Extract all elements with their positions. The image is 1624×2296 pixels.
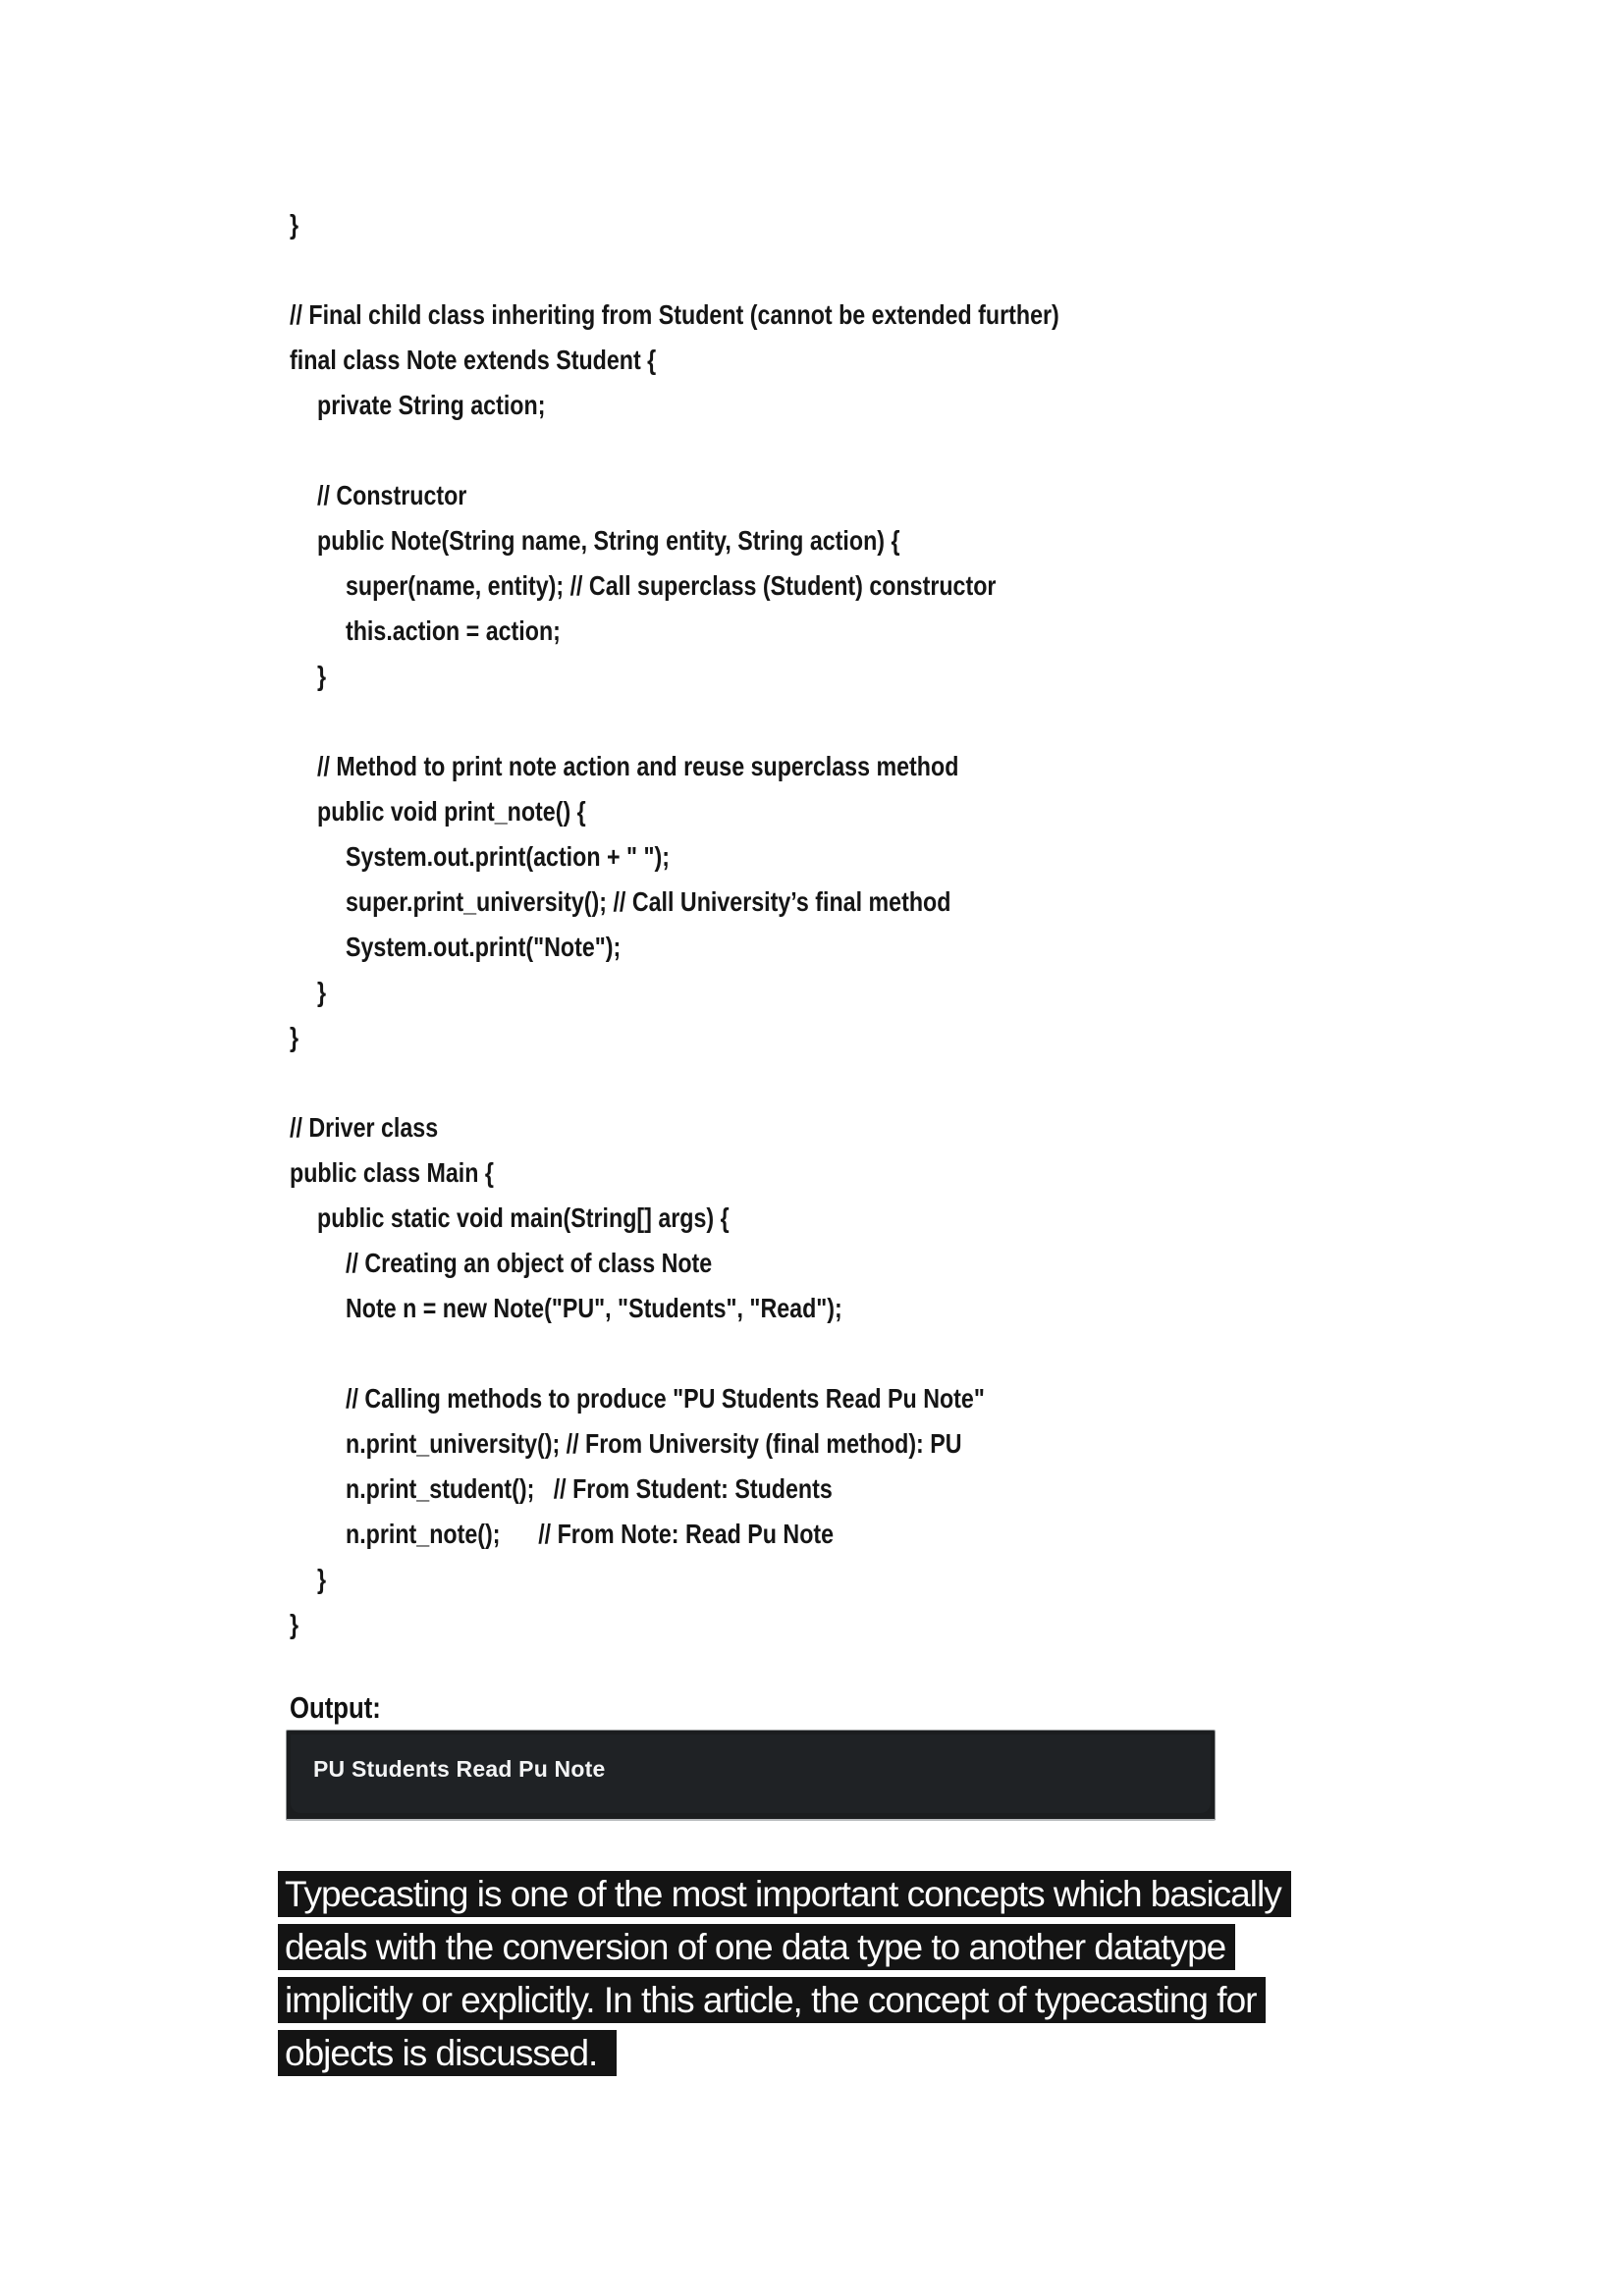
code-line bbox=[290, 1196, 1217, 1241]
java-code-block bbox=[290, 202, 1217, 1647]
code-line-text: n.print_university(); // From University (final method): PU bbox=[346, 1428, 962, 1459]
code-line-text: // Calling methods to produce "PU Students Read Pu Note" bbox=[346, 1383, 985, 1414]
code-line bbox=[290, 293, 1217, 338]
code-line bbox=[290, 1150, 1217, 1196]
code-line bbox=[290, 1467, 1217, 1512]
code-line-text: public Note(String name, String entity, String action) { bbox=[317, 525, 900, 556]
code-line bbox=[290, 789, 1217, 834]
code-line bbox=[290, 834, 1217, 880]
code-line bbox=[290, 563, 1217, 609]
code-line-text: n.print_note(); // From Note: Read Pu Note bbox=[346, 1519, 835, 1549]
code-line bbox=[290, 383, 1217, 428]
highlighted-text: deals with the conversion of one data type to another datatype bbox=[278, 1924, 1235, 1970]
code-line-text: System.out.print(action + " "); bbox=[346, 841, 670, 872]
code-line-text: super(name, entity); // Call superclass (Student) constructor bbox=[346, 570, 997, 601]
code-line bbox=[290, 1421, 1217, 1467]
code-line bbox=[290, 1060, 1217, 1105]
code-line-text: } bbox=[290, 1022, 299, 1052]
code-line bbox=[290, 1512, 1217, 1557]
code-line bbox=[290, 1286, 1217, 1331]
highlighted-text-line bbox=[278, 1924, 1291, 1970]
code-line bbox=[290, 1105, 1217, 1150]
code-line bbox=[290, 880, 1217, 925]
code-line-text: // Final child class inheriting from Student (cannot be extended further) bbox=[290, 299, 1059, 330]
code-line bbox=[290, 202, 1217, 247]
code-line-text: Note n = new Note("PU", "Students", "Read"); bbox=[346, 1293, 842, 1323]
code-line bbox=[290, 247, 1217, 293]
code-line-text: // Creating an object of class Note bbox=[346, 1248, 713, 1278]
code-line-text: public void print_note() { bbox=[317, 796, 586, 827]
code-line bbox=[290, 609, 1217, 654]
code-line-text: } bbox=[317, 661, 327, 691]
highlighted-text-line bbox=[278, 2030, 1291, 2076]
code-line bbox=[290, 1557, 1217, 1602]
code-line bbox=[290, 744, 1217, 789]
console-output-box bbox=[286, 1730, 1216, 1821]
code-line-text: n.print_student(); // From Student: Students bbox=[346, 1473, 833, 1504]
code-line-text: System.out.print("Note"); bbox=[346, 932, 622, 962]
console-output-text: PU Students Read Pu Note bbox=[313, 1756, 606, 1782]
typecasting-highlighted-paragraph bbox=[278, 1871, 1291, 2083]
code-line bbox=[290, 1602, 1217, 1647]
code-line-text: // Method to print note action and reuse superclass method bbox=[317, 751, 959, 781]
output-label bbox=[290, 1689, 400, 1727]
highlighted-text: implicitly or explicitly. In this article, the concept of typecasting for bbox=[278, 1977, 1266, 2023]
code-line-text: } bbox=[317, 977, 327, 1007]
code-line-text: this.action = action; bbox=[346, 615, 561, 646]
code-line bbox=[290, 1331, 1217, 1376]
code-line bbox=[290, 428, 1217, 473]
code-line bbox=[290, 699, 1217, 744]
code-line-text: } bbox=[290, 1609, 299, 1639]
code-line-text: // Constructor bbox=[317, 480, 467, 510]
code-line bbox=[290, 1241, 1217, 1286]
code-line bbox=[290, 925, 1217, 970]
output-label-text: Output: bbox=[290, 1690, 381, 1725]
code-line-text: // Driver class bbox=[290, 1112, 439, 1143]
code-line-text: } bbox=[290, 209, 299, 240]
highlighted-text-line bbox=[278, 1977, 1291, 2023]
code-line-text: } bbox=[317, 1564, 327, 1594]
code-line bbox=[290, 1015, 1217, 1060]
code-line-text: public static void main(String[] args) { bbox=[317, 1202, 730, 1233]
code-line bbox=[290, 473, 1217, 518]
highlighted-text-line bbox=[278, 1871, 1291, 1917]
code-line bbox=[290, 518, 1217, 563]
code-line bbox=[290, 338, 1217, 383]
highlighted-text: objects is discussed. bbox=[278, 2030, 617, 2076]
code-line-text: private String action; bbox=[317, 390, 546, 420]
code-line-text: super.print_university(); // Call University’s final method bbox=[346, 886, 951, 917]
code-line-text: public class Main { bbox=[290, 1157, 494, 1188]
code-line bbox=[290, 1376, 1217, 1421]
code-line-text: final class Note extends Student { bbox=[290, 345, 657, 375]
code-line bbox=[290, 654, 1217, 699]
code-line bbox=[290, 970, 1217, 1015]
highlighted-text: Typecasting is one of the most important concepts which basically bbox=[278, 1871, 1291, 1917]
